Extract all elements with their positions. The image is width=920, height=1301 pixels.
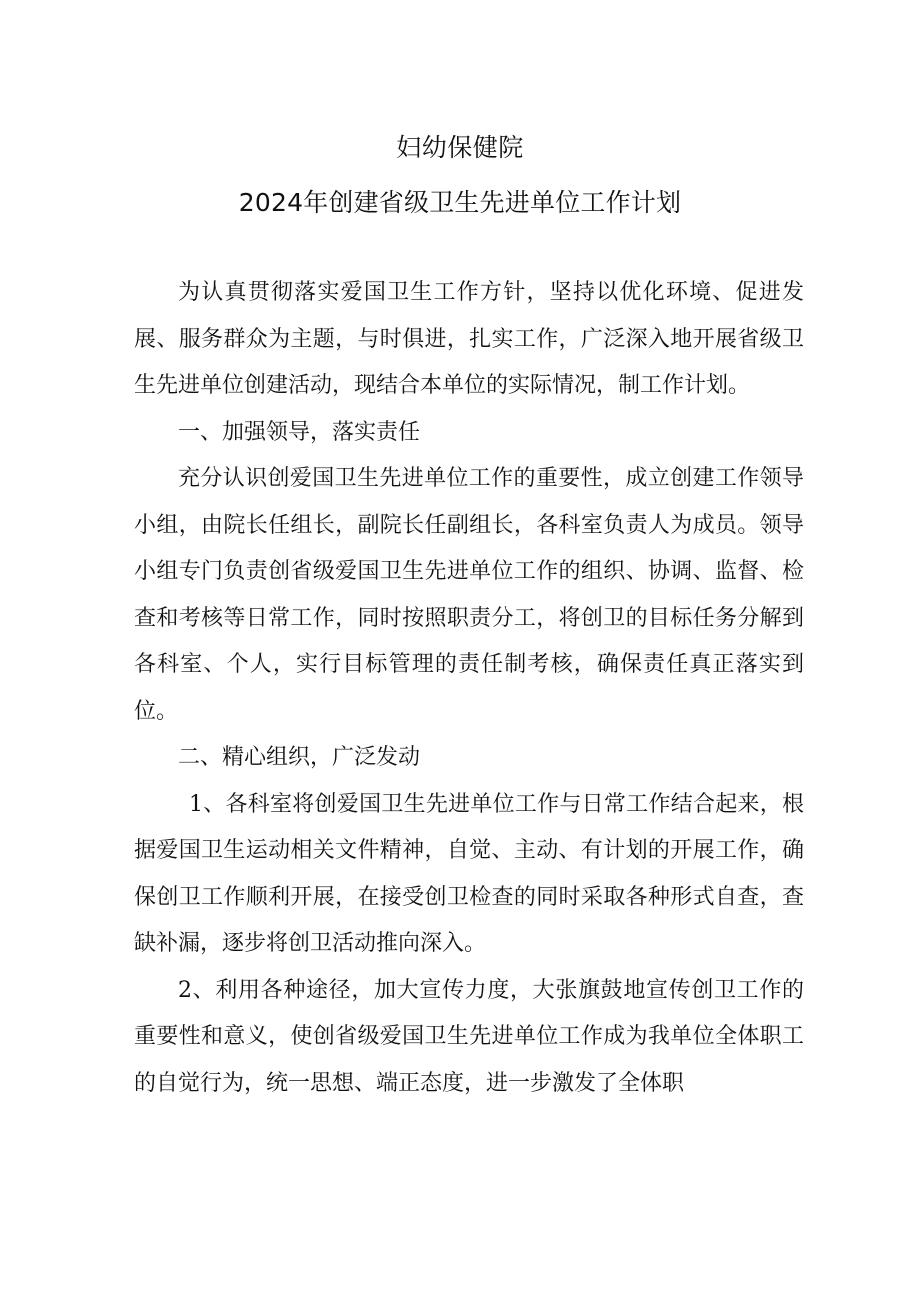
intro-paragraph: 为认真贯彻落实爱国卫生工作方针，坚持以优化环境、促进发展、服务群众为主题，与时俱进，扎实工作，广泛深入地开展省级卫生先进单位创建活动，现结合本单位的实际情况，制工作计划。: [134, 280, 804, 398]
section-heading-1: 一、加强领导，落实责任: [178, 419, 421, 445]
plan-title: 2024年创建省级卫生先进单位工作计划: [238, 188, 682, 217]
section-heading-2: 二、精心组织，广泛发动: [178, 745, 421, 770]
org-title: 妇幼保健院: [396, 133, 524, 162]
section-2-item-1: 1、各科室将创爱国卫生先进单位工作与日常工作结合起来，根据爱国卫生运动相关文件精神，自觉、主动、有计划的开展工作，确保创卫工作顺利开展，在接受创卫检查的同时采取各种形式自查，查缺补漏，逐步将创卫活动推向深入。: [134, 791, 804, 956]
section-1-paragraph: 充分认识创爱国卫生先进单位工作的重要性，成立创建工作领导小组，由院长任组长，副院长任副组长，各科室负责人为成员。领导小组专门负责创省级爱国卫生先进单位工作的组织、协调、监督、检查和考核等日常工作，同时按照职责分工，将创卫的目标任务分解到各科室、个人，实行目标管理的责任制考核，确保责任真正落实到位。: [134, 466, 804, 724]
section-2-item-2: 2、利用各种途径，加大宣传力度，大张旗鼓地宣传创卫工作的重要性和意义，使创省级爱国卫生先进单位工作成为我单位全体职工的自觉行为，统一思想、端正态度，进一步激发了全体职: [134, 977, 804, 1096]
document-body: [134, 270, 804, 1107]
